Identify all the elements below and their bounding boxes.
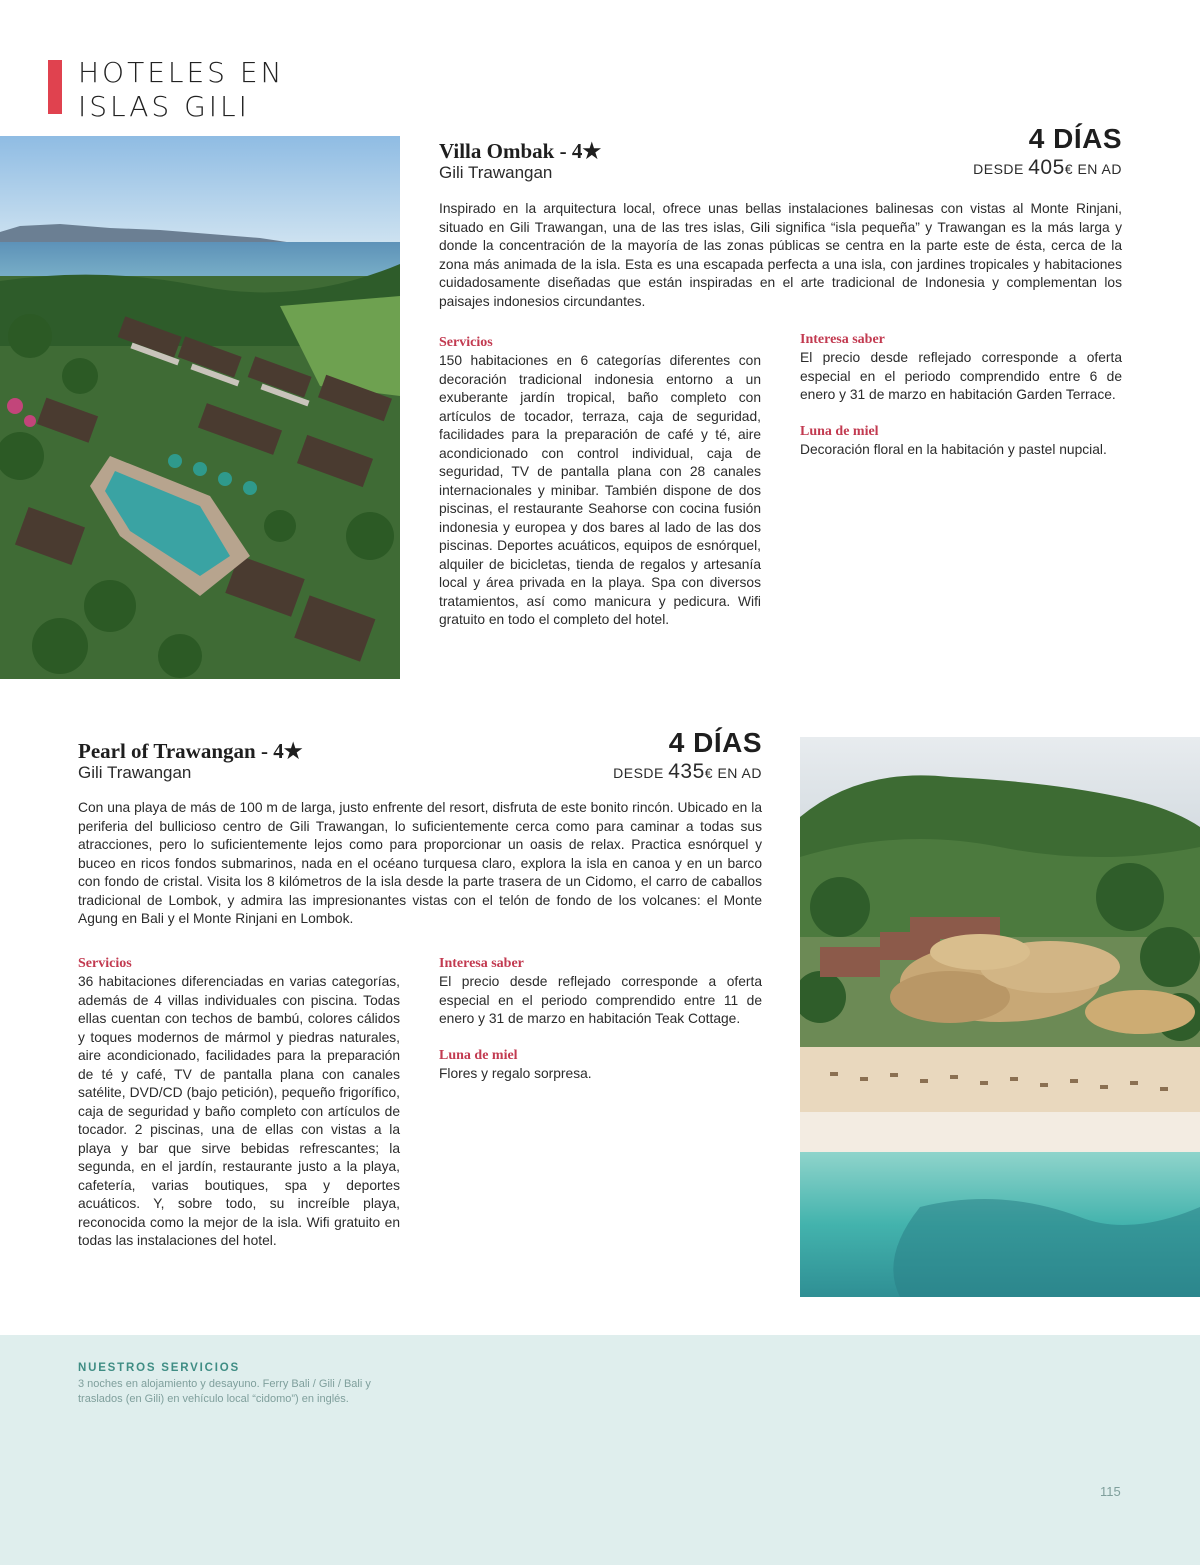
- price-suffix: € EN AD: [1064, 161, 1122, 177]
- price-prefix: DESDE: [613, 765, 664, 781]
- info-title: Interesa saber: [439, 956, 524, 971]
- services-text: 150 habitaciones en 6 categorías diferentes con decoración tradicional indonesia entorno a un exuberante jardín tropical, baño completo con artículos de tocador, terraza, caja de seguridad, facilidades para la preparación de café y té, aire acondicionado con control individual, caja de seguridad, TV de pantalla plana con 28 canales internacionales y minibar. También dispone de dos piscinas, el restaurante Seahorse con cocina fusión indonesia y europea y dos bares al lado de las dos piscinas. Deportes acuáticos, equipos de esnórquel, alquiler de bicicletas, tienda de regalos y artesanía local y área privada en la playa. Spa con diversos tratamientos, así como manicura y pedicura. Wifi gratuito en todo el completo del hotel.: [439, 353, 761, 627]
- services-title: Servicios: [78, 956, 132, 971]
- services-text: 36 habitaciones diferenciadas en varias categorías, además de 4 villas individuales con piscina. Todas ellas cuentan con techos de bambú, colores cálidos y toques modernos de mármol y piedras naturales, aire acondicionado, facilidades para la preparación de té y café, TV de pantalla plana con canales satélite, DVD/CD (bajo petición), pequeño frigorífico, caja de seguridad y baño completo con artículos de tocador. 2 piscinas, una de ellas con vistas a la playa y bar que sirve bebidas refrescantes; la segunda, en el jardín, restaurante justo a la playa, cafetería, varias boutiques, spa y deportes acuáticos. Y, sobre todo, su increíble playa, reconocida como la mejor de la isla. Wifi gratuito en todas las instalaciones del hotel.: [78, 974, 400, 1248]
- honeymoon-text: Flores y regalo sorpresa.: [439, 1065, 592, 1081]
- hotel-location: Gili Trawangan: [439, 163, 553, 182]
- page-title-line-1: HOTELES EN: [78, 56, 285, 89]
- hotel-name: Villa Ombak - 4★: [439, 139, 602, 163]
- info-block: [800, 331, 1122, 459]
- hotel-description: Con una playa de más de 100 m de larga, justo enfrente del resort, disfruta de este bonito rincón. Ubicado en la periferia del bullicioso centro de Gili Trawangan, lo suficientemente cerca como para caminar a todas sus atracciones, pero lo suficientemente lejos como para proporcionar un oasis de relax. Practica esnórquel y buceo en ricos fondos submarinos, nada en el océano turquesa claro, explora la isla en canoa y en un barco con fondo de cristal. Visita los 8 kilómetros de la isla desde la parte trasera de un Cidomo, el carro de caballos tradicional de Lombok, y admira las impresionantes vistas con el telón de fondo de los volcanes: el Monte Agung en Bali y el Monte Rinjani en Lombok.: [78, 800, 762, 926]
- title-accent-bar: [48, 60, 62, 114]
- services-block: [78, 955, 400, 1251]
- hotel-location: Gili Trawangan: [78, 763, 192, 782]
- page-title-line-2: ISLAS GILI: [78, 90, 250, 123]
- footer-title: NUESTROS SERVICIOS: [78, 1362, 240, 1374]
- page-number: 115: [1100, 1484, 1121, 1499]
- honeymoon-title: Luna de miel: [439, 1047, 518, 1063]
- pearl-of-trawangan-photo: [800, 737, 1200, 1297]
- villa-ombak-photo: [0, 136, 400, 679]
- hotel-name: Pearl of Trawangan - 4★: [78, 739, 303, 763]
- services-title: Servicios: [439, 335, 493, 350]
- info-block: [439, 955, 762, 1083]
- price-suffix: € EN AD: [704, 765, 762, 781]
- info-title: Interesa saber: [800, 332, 885, 347]
- info-text: El precio desde reflejado corresponde a oferta especial en el periodo comprendido entre 6 de enero y 31 de marzo en habitación Garden Terrace.: [800, 350, 1122, 402]
- trip-duration: 4 DÍAS: [668, 727, 762, 758]
- honeymoon-text: Decoración floral en la habitación y pastel nupcial.: [800, 441, 1107, 457]
- services-block: [439, 334, 761, 630]
- price-value: 435: [668, 760, 705, 783]
- page-title: [78, 56, 285, 124]
- footer-text: 3 noches en alojamiento y desayuno. Ferry Bali / Gili / Bali y traslados (en Gili) en vehículo local “cidomo”) en inglés.: [78, 1378, 371, 1405]
- price-value: 405: [1028, 156, 1065, 179]
- price-prefix: DESDE: [973, 161, 1024, 177]
- hotel-description: Inspirado en la arquitectura local, ofrece unas bellas instalaciones balinesas con vistas al Monte Rinjani, situado en Gili Trawangan, una de las tres islas, Gili significa “isla pequeña” y Trawangan es la más larga y donde la concentración de la mayoría de las zonas públicas se centra en la parte este de ésta, cerca de la zona más animada de la isla. Esta es una escapada perfecta a una isla, con jardines tropicales y habitaciones cuidadosamente diseñadas que están inspiradas en el arte tradicional de Indonesia y complementan los paisajes indonesios circundantes.: [439, 201, 1122, 309]
- price-line: [520, 760, 762, 784]
- trip-duration: 4 DÍAS: [1028, 123, 1122, 154]
- honeymoon-title: Luna de miel: [800, 423, 879, 439]
- info-text: El precio desde reflejado corresponde a oferta especial en el periodo comprendido entre 11 de enero y 31 de marzo en habitación Teak Cottage.: [439, 974, 762, 1026]
- price-line: [880, 156, 1122, 180]
